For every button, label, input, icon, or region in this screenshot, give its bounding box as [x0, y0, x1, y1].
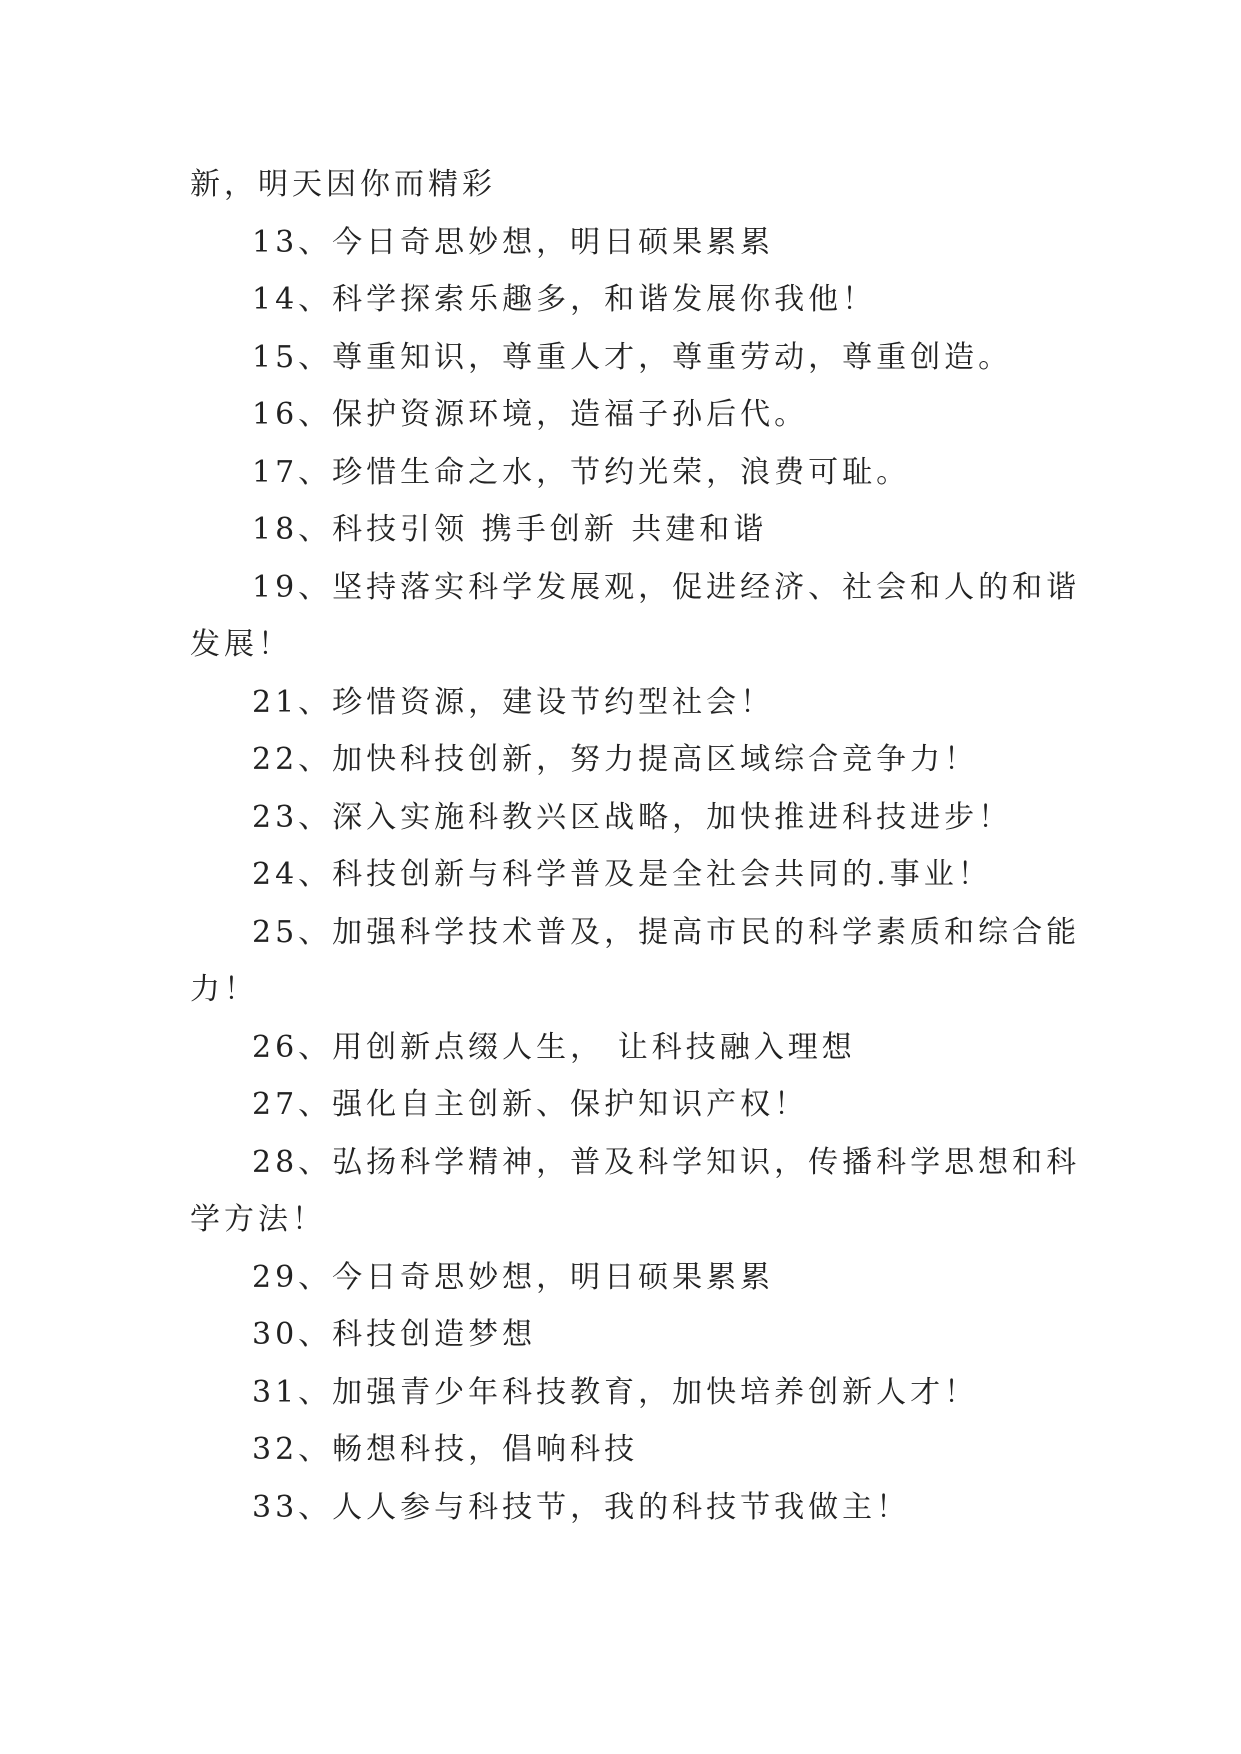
text-line-19: 19、坚持落实科学发展观，促进经济、社会和人的和谐 — [252, 570, 1081, 605]
text-line-13: 13、今日奇思妙想，明日硕果累累 — [252, 225, 775, 260]
text-line-16: 16、保护资源环境，造福子孙后代。 — [252, 397, 809, 432]
text-line-30: 30、科技创造梦想 — [252, 1317, 537, 1352]
text-line-22: 22、加快科技创新，努力提高区域综合竞争力！ — [252, 742, 979, 777]
text-line-14: 14、科学探索乐趣多，和谐发展你我他！ — [252, 282, 877, 317]
text-line-26: 26、用创新点缀人生， 让科技融入理想 — [252, 1030, 856, 1065]
text-line-33: 33、人人参与科技节，我的科技节我做主！ — [252, 1490, 911, 1525]
text-line-15: 15、尊重知识，尊重人才，尊重劳动，尊重创造。 — [252, 340, 1013, 375]
text-line-23: 23、深入实施科教兴区战略，加快推进科技进步！ — [252, 800, 1013, 835]
text-line-17: 17、珍惜生命之水，节约光荣，浪费可耻。 — [252, 455, 911, 490]
text-line-25: 25、加强科学技术普及，提高市民的科学素质和综合能 — [252, 915, 1081, 950]
text-line-continuation: 新，明天因你而精彩 — [190, 167, 496, 202]
text-line-21: 21、珍惜资源，建设节约型社会！ — [252, 685, 775, 720]
text-line-27: 27、强化自主创新、保护知识产权！ — [252, 1087, 809, 1122]
text-line-29: 29、今日奇思妙想，明日硕果累累 — [252, 1260, 775, 1295]
text-line-24: 24、科技创新与科学普及是全社会共同的.事业！ — [252, 857, 992, 892]
text-line-32: 32、畅想科技，倡响科技 — [252, 1432, 639, 1467]
text-line-28-continued: 学方法！ — [190, 1202, 326, 1237]
text-line-25-continued: 力！ — [190, 972, 258, 1007]
text-line-18: 18、科技引领 携手创新 共建和谐 — [252, 512, 768, 547]
text-line-28: 28、弘扬科学精神，普及科学知识，传播科学思想和科 — [252, 1145, 1081, 1180]
text-line-19-continued: 发展！ — [190, 627, 292, 662]
text-line-31: 31、加强青少年科技教育，加快培养创新人才！ — [252, 1375, 979, 1410]
